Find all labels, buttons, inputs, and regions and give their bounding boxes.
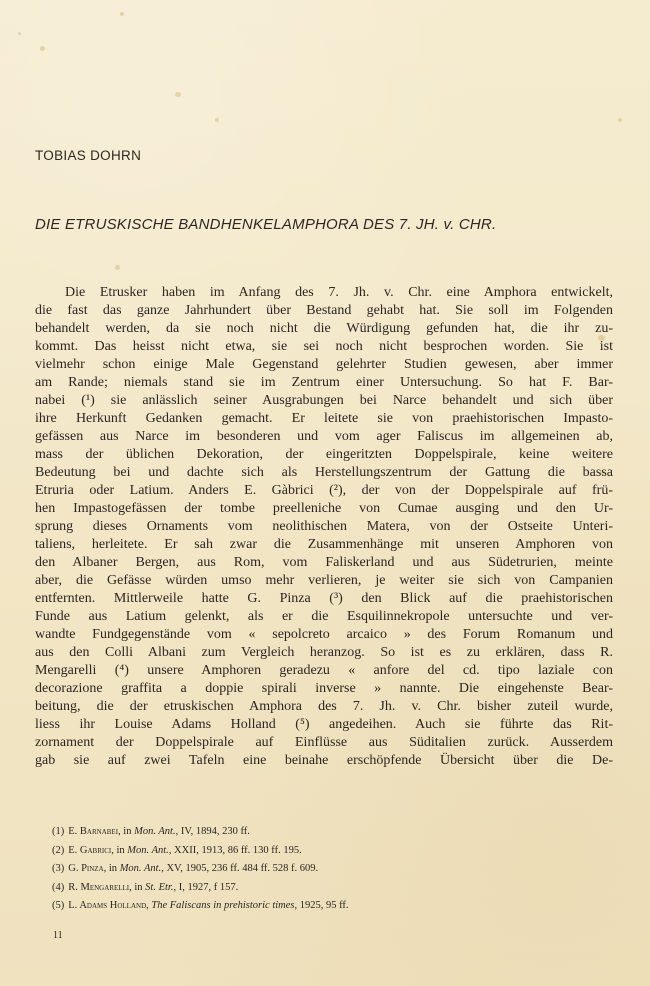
footnote-journal: Mon. Ant. bbox=[134, 826, 176, 837]
footnote-separator: , in bbox=[111, 844, 128, 856]
footnote-author: G. Pinza bbox=[68, 863, 104, 875]
paper-stain bbox=[115, 265, 120, 270]
footnote-number: (1) bbox=[52, 826, 65, 837]
paper-stain bbox=[215, 118, 219, 122]
body-line: Die Etrusker haben im Anfang des 7. Jh. v. Chr. eine Amphora entwickelt, bbox=[65, 285, 613, 300]
body-line: kommt. Das heisst nicht etwa, sie sei noch nicht besprochen worden. Sie ist bbox=[35, 339, 613, 354]
body-line: sprung dieses Ornaments vom neolithischen Matera, von der Ostseite Unteri- bbox=[35, 519, 613, 534]
body-line: aber, die Gefässe würden umso mehr verlieren, je weiter sie sich von Campanien bbox=[35, 573, 613, 588]
footnotes bbox=[52, 823, 612, 916]
footnote-author: L. Adams Holland bbox=[68, 900, 147, 912]
body-line: beitung, die der etruskischen Amphora des 7. Jh. v. Chr. bisher zuteil wurde, bbox=[35, 699, 613, 714]
body-line: Mengarelli (⁴) unsere Amphoren geradezu « anfore del cd. tipo laziale con bbox=[35, 663, 613, 678]
body-line: vielmehr schon einige Male Gegenstand gelehrter Studien gewesen, aber immer bbox=[35, 357, 613, 372]
body-line: den Albaner Bergen, aus Rom, vom Faliskerland und aus Südetrurien, meinte bbox=[35, 555, 613, 570]
body-line: entfernten. Mittlerweile hatte G. Pinza (³) den Blick auf die praehistorischen bbox=[35, 591, 613, 606]
paper-stain bbox=[175, 92, 181, 97]
footnote bbox=[52, 860, 612, 879]
body-line: nabei (¹) sie anlässlich seiner Ausgrabungen bei Narce behandelt und sich über bbox=[35, 393, 613, 408]
footnote-journal: Mon. Ant. bbox=[127, 844, 169, 856]
body-line: Etruria oder Latium. Anders E. Gàbrici (²), der von der Doppelspirale auf frü- bbox=[35, 483, 613, 498]
footnote-separator: , in bbox=[118, 826, 135, 837]
body-line: liess ihr Louise Adams Holland (⁵) angedeihen. Auch sie führte das Rit- bbox=[35, 717, 613, 732]
footnote-journal: The Faliscans in prehistoric times bbox=[151, 900, 295, 912]
footnote bbox=[52, 842, 612, 861]
footnote-author: R. Mengarelli bbox=[68, 881, 130, 893]
author-name: TOBIAS DOHRN bbox=[35, 148, 142, 163]
footnote-author: E. Gabrici bbox=[68, 844, 112, 856]
footnote-separator: , in bbox=[129, 881, 146, 893]
body-line: Funde aus Latium gelenkt, als er die Esquilinnekropole untersuchte und ver- bbox=[35, 609, 613, 624]
footnote-reference: , I, 1927, f 157. bbox=[173, 881, 239, 893]
body-line: am Rande; niemals stand sie im Zentrum einer Untersuchung. So hat F. Bar- bbox=[35, 375, 613, 390]
paper-stain bbox=[618, 118, 622, 122]
body-line: mass der üblichen Dekoration, der eingeritzten Doppelspirale, keine weitere bbox=[35, 447, 613, 462]
footnote-reference: , XV, 1905, 236 ff. 484 ff. 528 f. 609. bbox=[161, 863, 319, 875]
body-line: Bedeutung bei und dachte sich als Herstellungszentrum der Gattung die bassa bbox=[35, 465, 613, 480]
footnote-author: E. Barnabei bbox=[68, 826, 119, 837]
footnote-reference: , IV, 1894, 230 ff. bbox=[175, 826, 250, 837]
footnote-number: (4) bbox=[52, 881, 65, 893]
footnote bbox=[52, 897, 612, 916]
body-text bbox=[35, 284, 613, 770]
footnote-number: (2) bbox=[52, 844, 65, 856]
body-line: behandelt werden, da sie noch nicht die Würdigung gefunden hat, die ihr zu- bbox=[35, 321, 613, 336]
footnote-reference: , 1925, 95 ff. bbox=[294, 900, 349, 912]
body-line: gefässen aus Narce im besonderen und vom ager Faliscus im allgemeinen ab, bbox=[35, 429, 613, 444]
body-line: taliens, herleitete. Er sah zwar die Zusammenhänge mit unseren Amphoren von bbox=[35, 537, 613, 552]
footnote-reference: , XXII, 1913, 86 ff. 130 ff. 195. bbox=[168, 844, 302, 856]
article-title: DIE ETRUSKISCHE BANDHENKELAMPHORA DES 7. JH. v. CHR. bbox=[35, 216, 497, 233]
body-line: decorazione graffita a doppie spirali inverse » nannte. Die eingehenste Bear- bbox=[35, 681, 613, 696]
body-line: die fast das ganze Jahrhundert über Bestand gehabt hat. Sie soll im Folgenden bbox=[35, 303, 613, 318]
body-line: wandte Fundgegenstände vom « sepolcreto arcaico » des Forum Romanum und bbox=[35, 627, 613, 642]
paper-stain bbox=[18, 32, 21, 35]
page-number: 11 bbox=[53, 930, 63, 941]
body-line: hen Impastogefässen der tombe preelleniche von Cumae ausging und den Ur- bbox=[35, 501, 613, 516]
footnote bbox=[52, 879, 612, 898]
paper-stain bbox=[40, 46, 45, 51]
footnote-journal: Mon. Ant. bbox=[119, 863, 162, 875]
body-line: zornament der Doppelspirale auf Einflüsse aus Süditalien zurück. Ausserdem bbox=[35, 735, 613, 750]
footnote-separator: , bbox=[146, 900, 152, 912]
body-line: gab sie auf zwei Tafeln eine beinahe erschöpfende Übersicht über die De- bbox=[35, 753, 613, 768]
footnote-separator: , in bbox=[103, 863, 120, 875]
paper-stain bbox=[120, 12, 124, 16]
footnote bbox=[52, 823, 612, 842]
body-line: aus den Colli Albani zum Vergleich heranzog. So ist es zu erklären, dass R. bbox=[35, 645, 613, 660]
body-line: ihre Herkunft Gedanken gemacht. Er leitete sie von praehistorischen Impasto- bbox=[35, 411, 613, 426]
footnote-number: (5) bbox=[52, 900, 65, 912]
footnote-number: (3) bbox=[52, 863, 65, 875]
footnote-journal: St. Etr. bbox=[145, 881, 174, 893]
